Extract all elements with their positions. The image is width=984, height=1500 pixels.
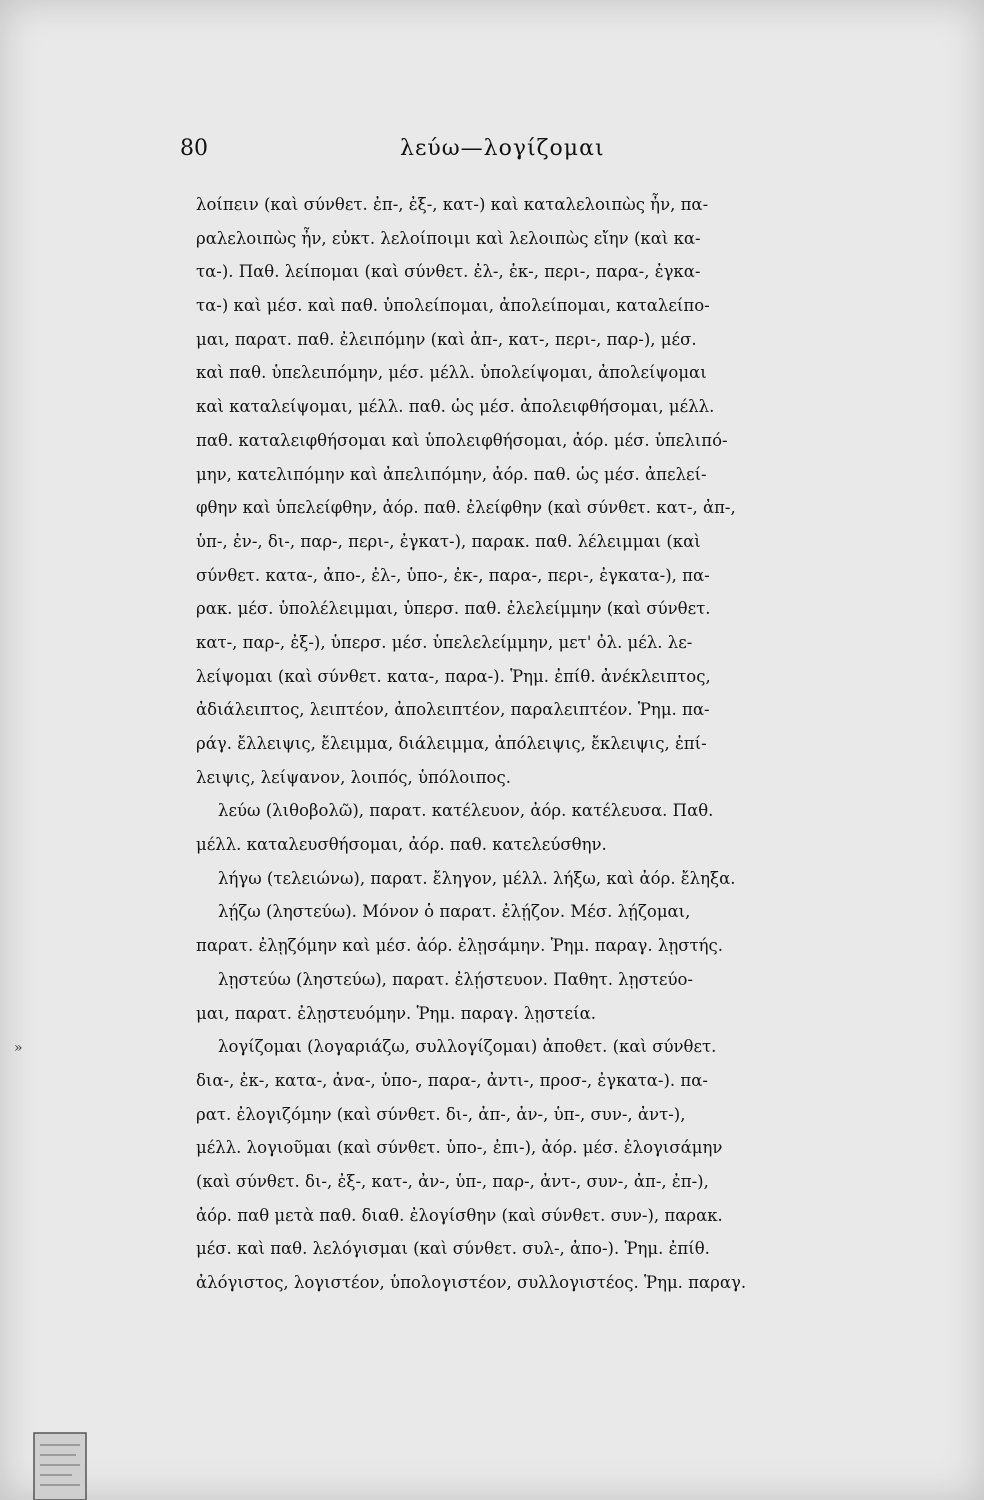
page-header [0,136,984,170]
text-line: ἀδιάλειπτος, λειπτέον, ἀπολειπτέον, παραλειπτέον. Ῥημ. πα- [196,700,710,720]
text-line: ἀόρ. παθ μετὰ παθ. διαθ. ἐλογίσθην (καὶ σύνθετ. συν-), παρακ. [196,1205,723,1225]
text-line: ρακ. μέσ. ὑπολέλειμμαι, ὑπερσ. παθ. ἐλελείμμην (καὶ σύνθετ. [196,599,711,619]
text-line: λειψις, λείψανον, λοιπός, ὑπόλοιπος. [196,767,511,787]
entry-heading-line: λήγω (τελειώνω), παρατ. ἔληγον, μέλλ. λήξω, καὶ ἀόρ. ἔληξα. [218,868,736,888]
text-line: μαι, παρατ. παθ. ἐλειπόμην (καὶ ἀπ-, κατ-, περι-, παρ-), μέσ. [196,329,697,349]
text-line: μέλλ. λογιοῦμαι (καὶ σύνθετ. ὑπο-, ἐπι-), ἀόρ. μέσ. ἐλογισάμην [196,1138,723,1158]
text-line: σύνθετ. κατα-, ἀπο-, ἐλ-, ὑπο-, ἐκ-, παρα-, περι-, ἐγκατα-), πα- [196,565,710,585]
margin-mark: » [14,1040,23,1056]
entry-heading-line: λογίζομαι (λογαριάζω, συλλογίζομαι) ἀποθετ. (καὶ σύνθετ. [218,1037,717,1057]
text-line: καὶ παθ. ὑπελειπόμην, μέσ. μέλλ. ὑπολείψομαι, ἀπολείψομαι [196,363,707,383]
text-line: τα-). Παθ. λείπομαι (καὶ σύνθετ. ἐλ-, ἐκ-, περι-, παρα-, ἐγκα- [196,262,701,282]
text-line: ράγ. ἔλλειψις, ἔλειμμα, διάλειμμα, ἀπόλειψις, ἔκλειψις, ἐπί- [196,734,707,753]
text-line: ἀλόγιστος, λογιστέον, ὑπολογιστέον, συλλογιστέος. Ῥημ. παραγ. [196,1273,747,1292]
library-stamp-icon [30,1425,90,1500]
text-line: κατ-, παρ-, ἐξ-), ὑπερσ. μέσ. ὑπελελείμμην, μετ' ὀλ. μέλ. λε- [196,632,693,652]
dictionary-text [196,188,876,1300]
text-line: ραλελοιπὼς ἦν, εὐκτ. λελοίποιμι καὶ λελοιπὼς εἴην (καὶ κα- [196,228,701,248]
text-line: λείψομαι (καὶ σύνθετ. κατα-, παρα-). Ῥημ. ἐπίθ. ἀνέκλειπτος, [196,666,711,686]
text-line: ὑπ-, ἐν-, δι-, παρ-, περι-, ἐγκατ-), παρακ. παθ. λέλειμμαι (καὶ [196,531,701,551]
text-line: μαι, παρατ. ἐλῃστευόμην. Ῥημ. παραγ. λῃστεία. [196,1003,596,1023]
text-line: φθην καὶ ὑπελείφθην, ἀόρ. παθ. ἐλείφθην (καὶ σύνθετ. κατ-, ἀπ-, [196,498,736,518]
text-line: μην, κατελιπόμην καὶ ἀπελιπόμην, ἀόρ. παθ. ὡς μέσ. ἀπελεί- [196,464,707,484]
text-line: παθ. καταλειφθήσομαι καὶ ὑπολειφθήσομαι, ἀόρ. μέσ. ὑπελιπό- [196,430,728,450]
entry-heading-line: λῄζω (ληστεύω). Μόνον ὁ παρατ. ἐλῄζον. Μέσ. λῄζομαι, [218,902,691,922]
text-line: μέλλ. καταλευσθήσομαι, ἀόρ. παθ. κατελεύσθην. [196,835,607,855]
entry-heading-line: λῃστεύω (ληστεύω), παρατ. ἐλῄστευον. Παθητ. λῃστεύο- [218,969,694,989]
text-line: δια-, ἐκ-, κατα-, ἀνα-, ὑπο-, παρα-, ἀντι-, προσ-, ἐγκατα-). πα- [196,1070,708,1090]
text-line: παρατ. ἐλῃζόμην καὶ μέσ. ἀόρ. ἐλῃσάμην. Ῥημ. παραγ. λῃστής. [196,936,724,956]
text-line: (καὶ σύνθετ. δι-, ἐξ-, κατ-, ἀν-, ὑπ-, παρ-, ἀντ-, συν-, ἀπ-, ἐπ-), [196,1171,709,1191]
text-line: τα-) καὶ μέσ. καὶ παθ. ὑπολείπομαι, ἀπολείπομαι, καταλείπο- [196,296,710,316]
running-head: λεύω—λογίζομαι [400,136,605,161]
text-line: μέσ. καὶ παθ. λελόγισμαι (καὶ σύνθετ. συλ-, ἀπο-). Ῥημ. ἐπίθ. [196,1239,710,1259]
entry-heading-line: λεύω (λιθοβολῶ), παρατ. κατέλευον, ἀόρ. κατέλευσα. Παθ. [218,801,714,821]
text-line: λοίπειν (καὶ σύνθετ. ἐπ-, ἐξ-, κατ-) καὶ καταλελοιπὼς ἦν, πα- [196,195,709,214]
text-line: καὶ καταλείψομαι, μέλλ. παθ. ὡς μέσ. ἀπολειφθήσομαι, μέλλ. [196,397,715,417]
page-number: 80 [180,136,208,161]
text-line: ρατ. ἐλογιζόμην (καὶ σύνθετ. δι-, ἀπ-, ἀν-, ὑπ-, συν-, ἀντ-), [196,1104,686,1124]
